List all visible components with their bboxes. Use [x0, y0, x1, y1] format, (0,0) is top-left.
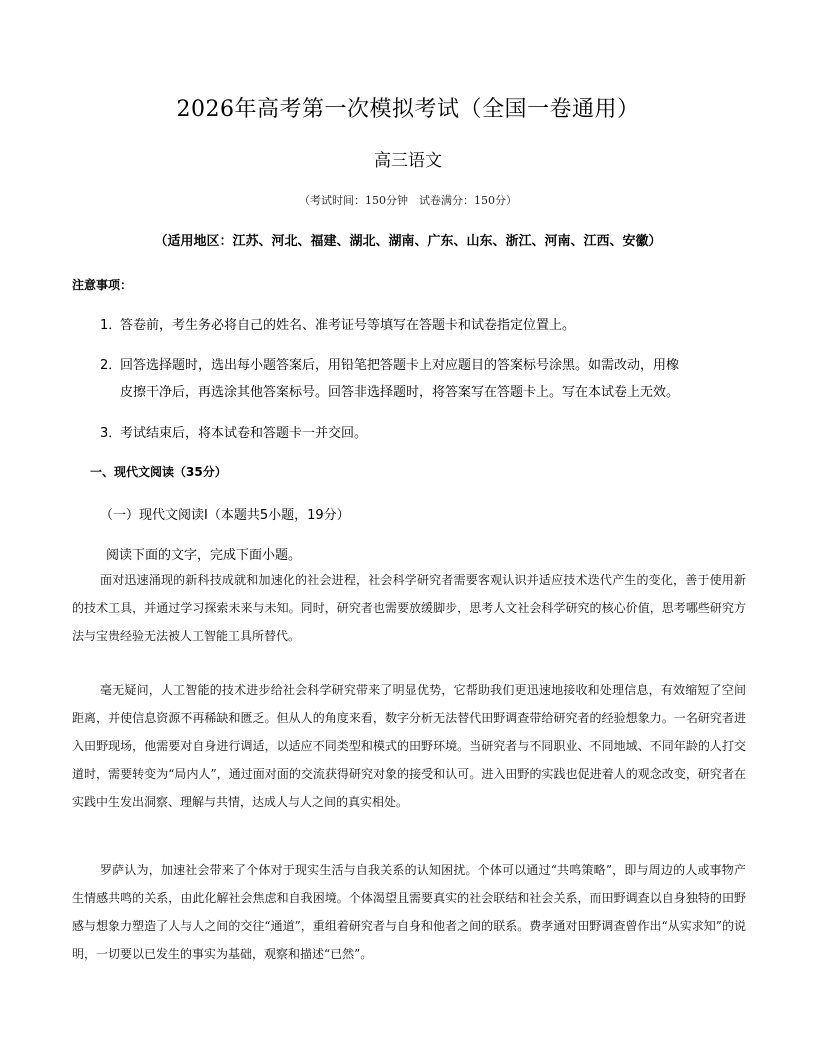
applicable-regions: （适用地区：江苏、河北、福建、湖北、湖南、广东、山东、浙江、河南、江西、安徽） [154, 234, 662, 249]
subject-title: 高三语文 [374, 151, 442, 171]
notice-item-2 [100, 352, 740, 406]
notice-heading: 注意事项： [72, 278, 133, 292]
exam-title: 2026年高考第一次模拟考试（全国一卷通用） [176, 97, 640, 122]
notice-item-number: 3． [100, 426, 122, 441]
passage-paragraph-3: 罗萨认为，加速社会带来了个体对于现实生活与自我关系的认知困扰。个体可以通过“共鸣策略”，即与周边的人或事物产生情感共鸣的关系，由此化解社会焦虑和自我困境。个体渴望且需要真实的社会联结和社会关系，而田野调查以自身独特的田野感与想象力塑造了人与人之间的交往“通道”，重组着研究者与自身和他者之间的联系。费孝通对田野调查曾作出“从实求知”的说明，一切要以已发生的事实为基础，观察和描述“已然”。 [72, 863, 746, 961]
notice-item-number: 1． [100, 318, 122, 333]
passage-paragraph-1: 面对迅速涌现的新科技成就和加速化的社会进程，社会科学研究者需要客观认识并适应技术迭代产生的变化，善于使用新的技术工具，并通过学习探索未来与未知。同时，研究者也需要放缓脚步，思考人文社会科学研究的核心价值，思考哪些研究方法与宝贵经验无法被人工智能工具所替代。 [72, 573, 746, 643]
reading-instruction: 阅读下面的文字，完成下面小题。 [106, 548, 302, 563]
notice-item-text-continued: 皮擦干净后，再选涂其他答案标号。回答非选择题时，将答案写在答题卡上。写在本试卷上无效。 [120, 385, 680, 400]
section-heading: 一、现代文阅读（35分） [90, 465, 227, 479]
notice-item-text: 回答选择题时，选出每小题答案后，用铅笔把答题卡上对应题目的答案标号涂黑。如需改动，用橡 [120, 358, 680, 373]
notice-item-3 [100, 420, 740, 447]
notice-item-text: 答卷前，考生务必将自己的姓名、准考证号等填写在答题卡和试卷指定位置上。 [120, 318, 576, 333]
passage-paragraph-2: 毫无疑问，人工智能的技术进步给社会科学研究带来了明显优势，它帮助我们更迅速地接收和处理信息，有效缩短了空间距离，并使信息资源不再稀缺和匮乏。但从人的角度来看，数字分析无法替代田野调查带给研究者的经验想象力。一名研究者进入田野现场，他需要对自身进行调适，以适应不同类型和模式的田野环境。当研究者与不同职业、不同地域、不同年龄的人打交道时，需要转变为“局内人”，通过面对面的交流获得研究对象的接受和认可。进入田野的实践也促进着人的观念改变，研究者在实践中生发出洞察、理解与共情，达成人与人之间的真实相处。 [72, 683, 746, 809]
subsection-heading: （一）现代文阅读Ⅰ（本题共5小题，19分） [100, 508, 350, 523]
notice-item-number: 2． [100, 358, 122, 373]
exam-time-info: （考试时间：150分钟 试卷满分：150分） [299, 194, 517, 207]
notice-item-text: 考试结束后，将本试卷和答题卡一并交回。 [120, 426, 368, 441]
notice-item-1 [100, 312, 740, 339]
